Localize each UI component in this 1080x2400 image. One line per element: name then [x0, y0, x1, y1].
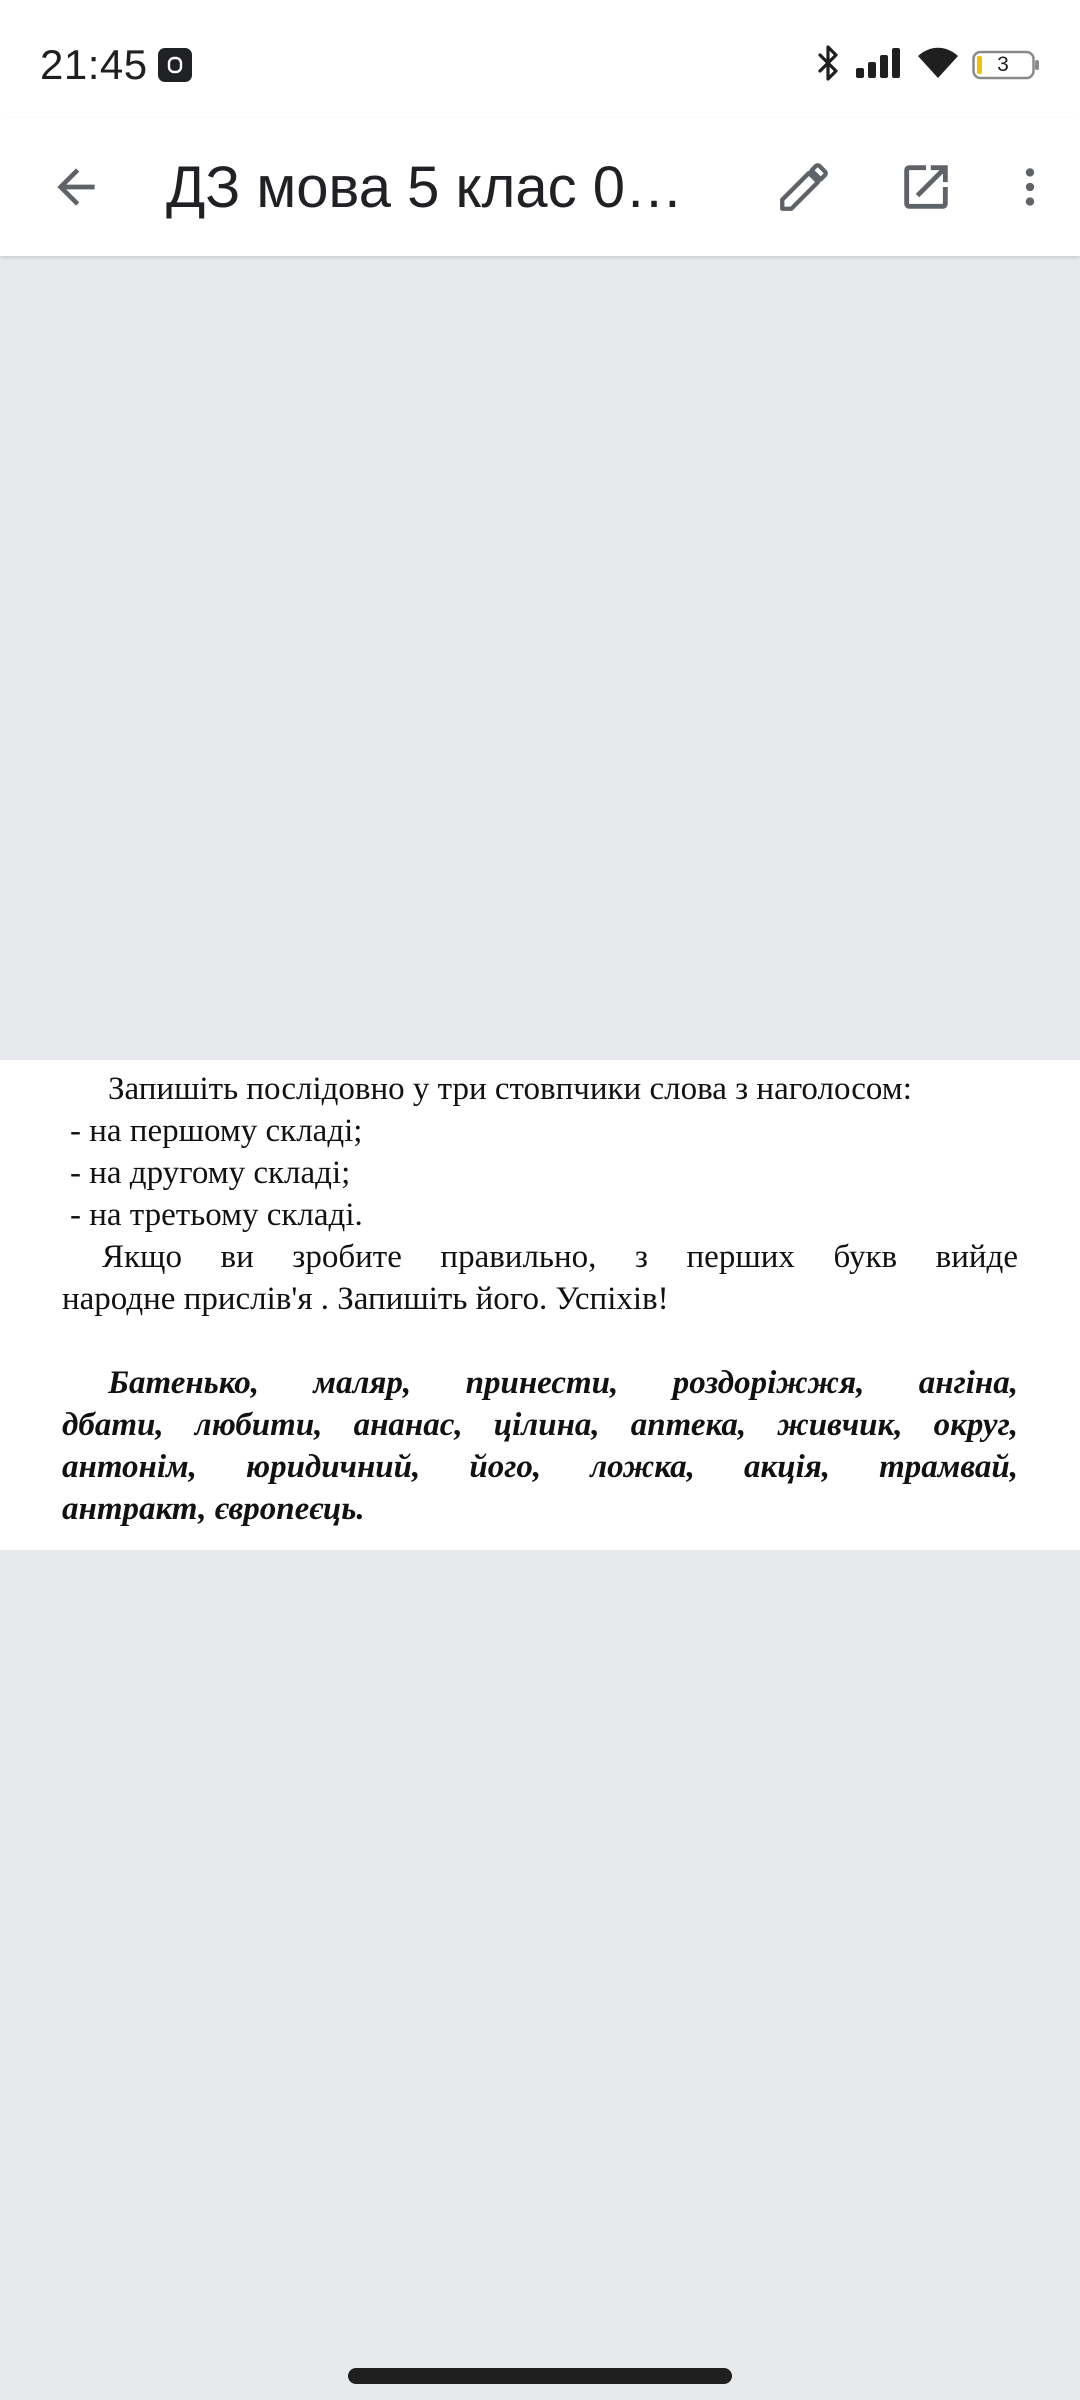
words-line	[62, 1446, 1018, 1488]
words-line-1: Батенько, маляр, принести, роздоріжжя, ангіна,	[108, 1365, 1018, 1401]
list-item: - на другому складі;	[70, 1155, 351, 1191]
words-line-2: дбати, любити, ананас, цілина, аптека, живчик, округ,	[62, 1407, 1018, 1443]
battery-icon	[972, 50, 1040, 80]
open-external-button[interactable]	[876, 137, 976, 237]
document-viewer[interactable]	[0, 256, 1080, 2400]
open-external-icon	[897, 158, 955, 216]
list-item: - на третьому складі.	[70, 1197, 363, 1233]
edit-pencil-icon	[775, 158, 833, 216]
words-line-3: антонім, юридичний, його, ложка, акція, трамвай,	[62, 1449, 1018, 1485]
bluetooth-icon	[814, 43, 842, 88]
status-bar	[0, 0, 1080, 130]
app-bar	[0, 118, 1080, 256]
instruction-text: Запишіть послідовно у три стовпчики слова з наголосом:	[108, 1071, 912, 1107]
back-button[interactable]	[26, 137, 126, 237]
document-page	[0, 1060, 1080, 1550]
status-right	[814, 43, 1040, 88]
wifi-icon	[916, 46, 960, 85]
notification-icon	[158, 48, 192, 82]
edit-button[interactable]	[754, 137, 854, 237]
battery-level: 3	[997, 53, 1009, 76]
more-options-button[interactable]	[990, 137, 1070, 237]
note-line-2: народне прислів'я . Запишіть його. Успіхів!	[62, 1281, 669, 1317]
words-line	[62, 1404, 1018, 1446]
words-line	[62, 1362, 1018, 1404]
words-line-4: антракт, європеєць.	[62, 1491, 365, 1527]
status-time: 21:45	[40, 41, 148, 88]
list-item: - на першому складі;	[70, 1113, 363, 1149]
spacer	[62, 1320, 1018, 1362]
app-bar-actions	[754, 137, 1070, 237]
gesture-navigation-bar[interactable]	[348, 2368, 732, 2384]
document-title: ДЗ мова 5 клас 0…	[166, 154, 683, 220]
note-line	[62, 1236, 1018, 1278]
signal-icon	[854, 46, 904, 85]
back-arrow-icon	[48, 159, 104, 215]
note-line-1: Якщо ви зробите правильно, з перших букв вийде	[102, 1239, 1018, 1275]
status-left	[40, 41, 192, 89]
more-vert-icon	[1005, 158, 1055, 216]
